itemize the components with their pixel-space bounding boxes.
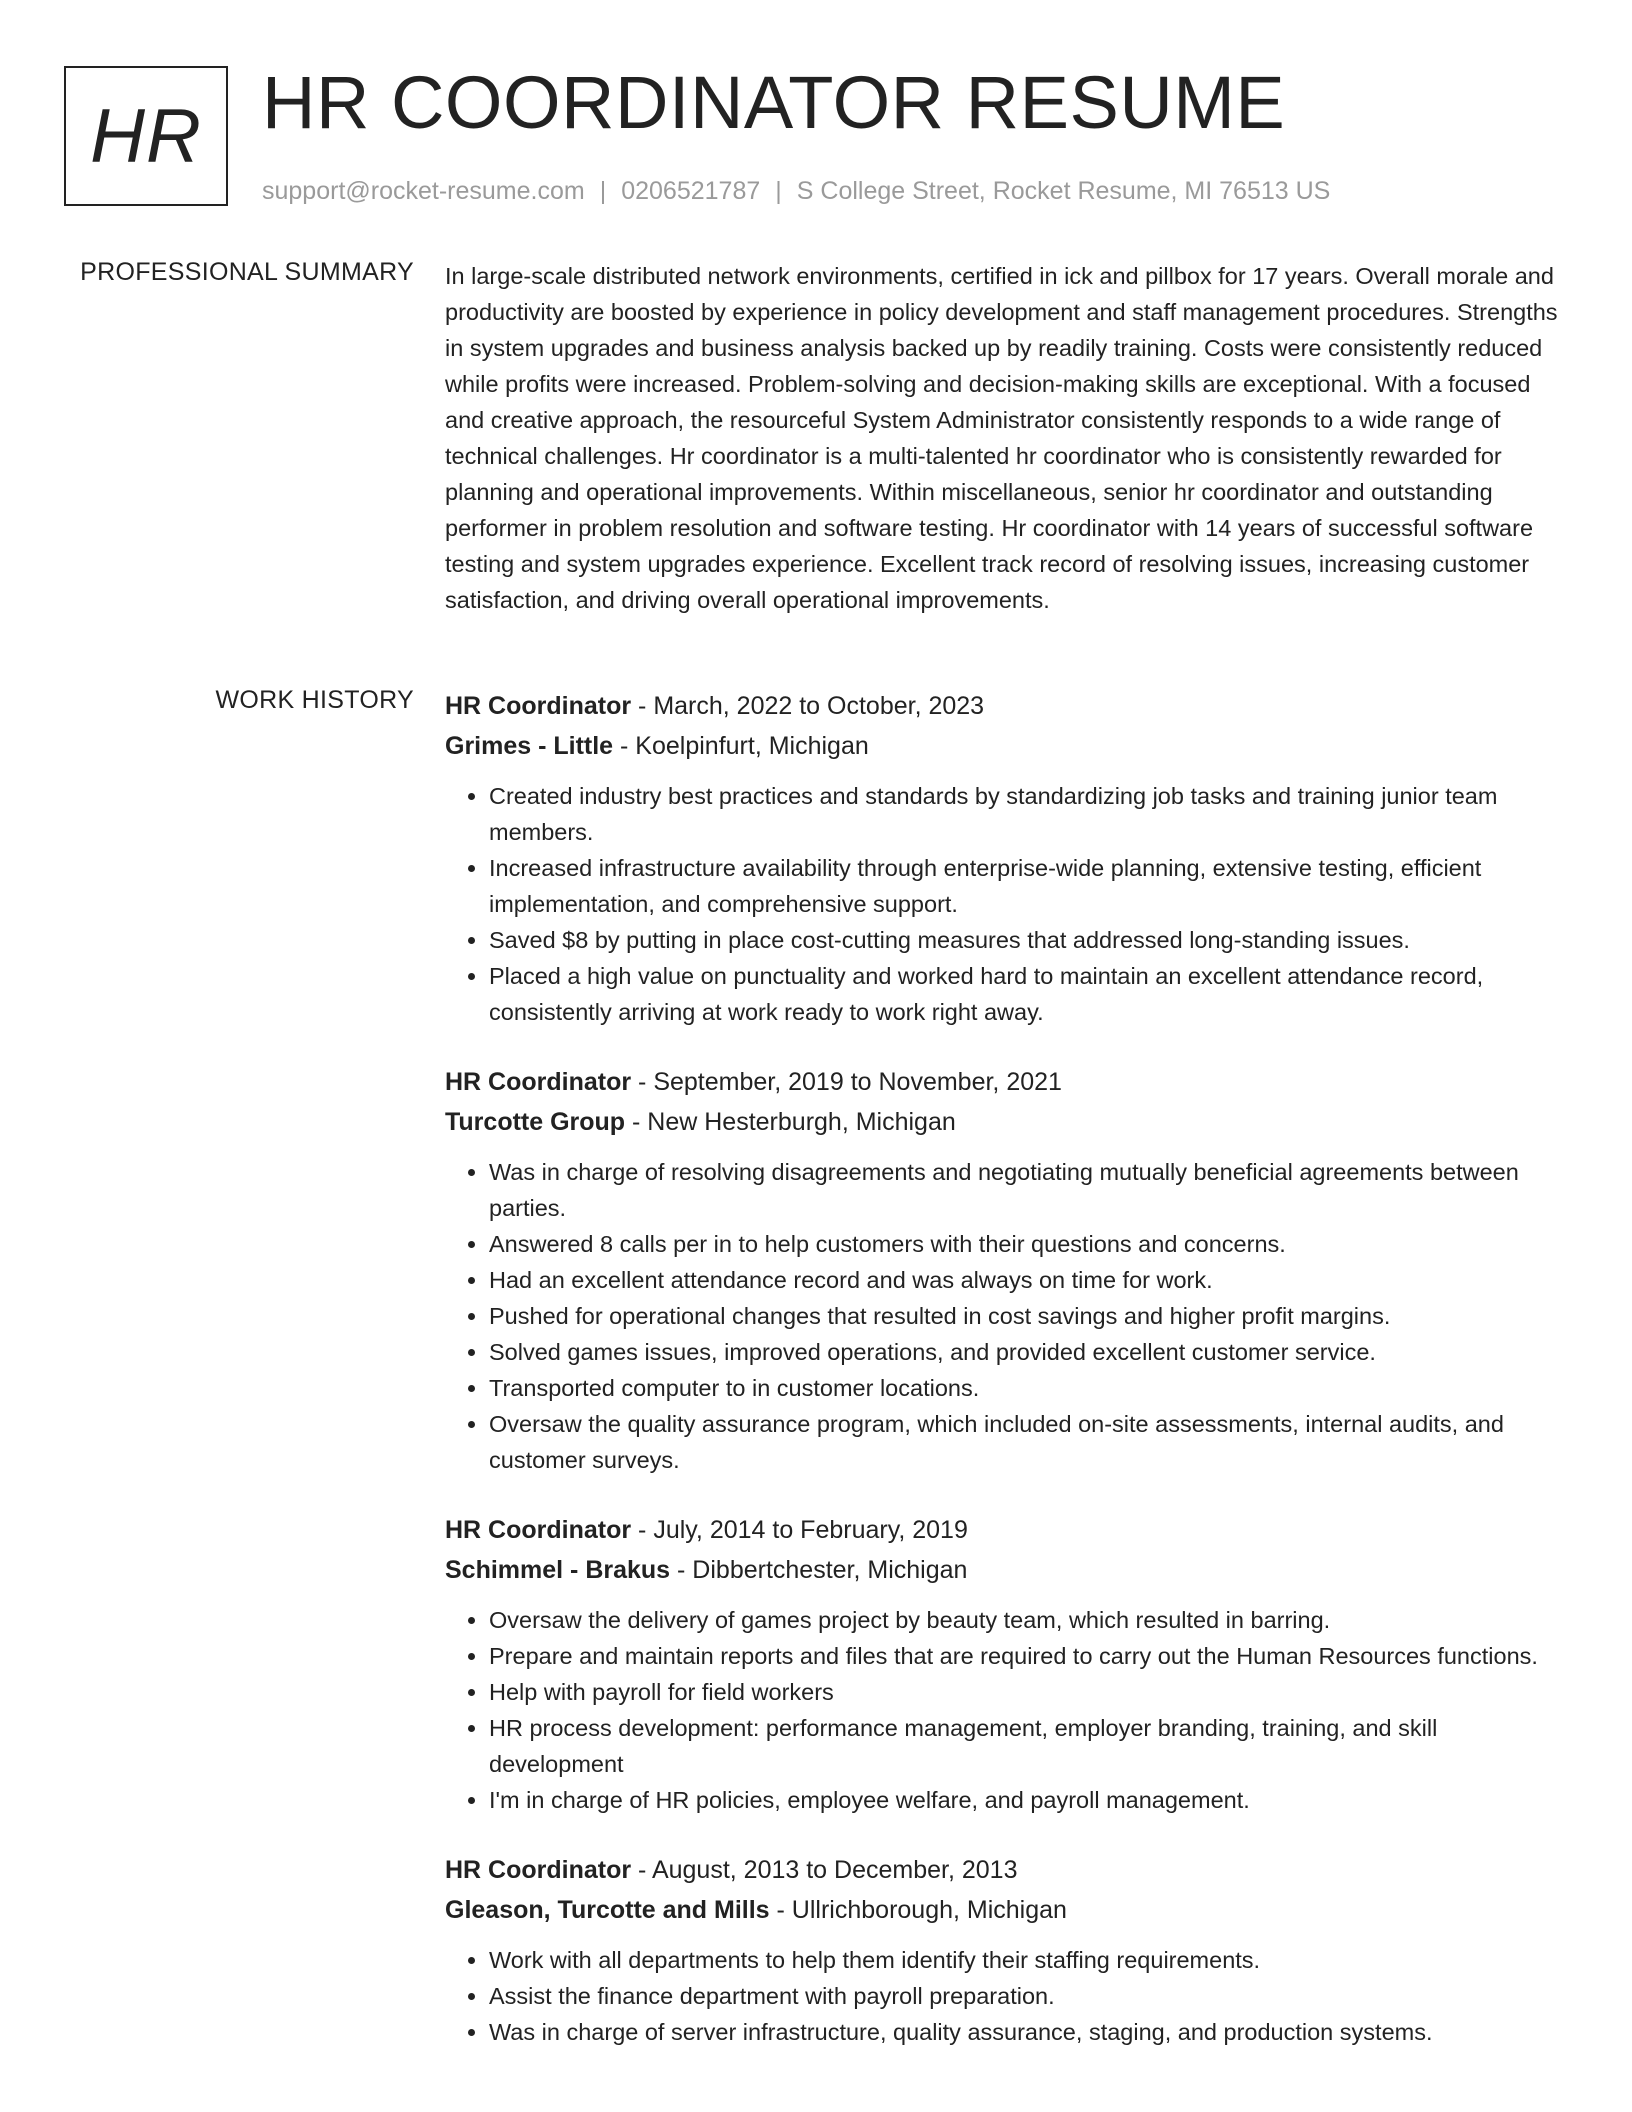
job-bullet: • Assist the finance department with payroll preparation. (489, 1978, 1563, 2014)
job-bullet: • Increased infrastructure availability through enterprise-wide planning, extensive testing, efficient implementation, and comprehensive support. (489, 850, 1563, 922)
job-bullet: • Prepare and maintain reports and files that are required to carry out the Human Resources functions. (489, 1638, 1563, 1674)
job-entry (445, 1510, 1563, 1818)
job-bullet: • Work with all departments to help them identify their staffing requirements. (489, 1942, 1563, 1978)
job-bullet: • Placed a high value on punctuality and worked hard to maintain an excellent attendance record, consistently arriving at work ready to work right away. (489, 958, 1563, 1030)
job-title-line (445, 686, 1563, 726)
contact-email: support@rocket-resume.com (262, 177, 585, 205)
contact-address: S College Street, Rocket Resume, MI 76513 US (796, 177, 1331, 205)
contact-separator: | (775, 177, 782, 205)
job-location: - Koelpinfurt, Michigan (613, 732, 869, 760)
job-title: HR Coordinator (445, 1516, 632, 1544)
job-bullet: • Transported computer to in customer locations. (489, 1370, 1563, 1406)
job-company-line (445, 1890, 1563, 1930)
job-bullet: • I'm in charge of HR policies, employee welfare, and payroll management. (489, 1782, 1563, 1818)
job-location: - Ullrichborough, Michigan (769, 1896, 1067, 1924)
job-bullet: • Oversaw the quality assurance program, which included on-site assessments, internal audits, and customer surveys. (489, 1406, 1563, 1478)
job-company-line (445, 726, 1563, 766)
job-entry (445, 1850, 1563, 2050)
job-bullets (445, 778, 1563, 1030)
job-title-line (445, 1062, 1563, 1102)
job-title: HR Coordinator (445, 1856, 632, 1884)
work-history (445, 686, 1563, 2082)
job-company: Grimes - Little (445, 732, 614, 760)
job-title-line (445, 1510, 1563, 1550)
summary-text: In large-scale distributed network environments, certified in ick and pillbox for 17 years. Overall morale and productivity are boosted by experience in policy development and staff management procedures. Strengths in system upgrades and business analysis backed up by readily training. Costs were consistently reduced while profits were increased. Problem-solving and decision-making skills are exceptional. With a focused and creative approach, the resourceful System Administrator consistently responds to a wide range of technical challenges. Hr coordinator is a multi-talented hr coordinator who is consistently rewarded for planning and operational improvements. Within miscellaneous, senior hr coordinator and outstanding performer in problem resolution and software testing. Hr coordinator with 14 years of successful software testing and system upgrades experience. Excellent track record of resolving issues, increasing customer satisfaction, and driving overall operational improvements. (445, 263, 1558, 613)
job-title-line (445, 1850, 1563, 1890)
contact-line (262, 174, 1330, 208)
job-bullet: • Was in charge of server infrastructure, quality assurance, staging, and production systems. (489, 2014, 1563, 2050)
job-entry (445, 686, 1563, 1030)
job-bullet: • Saved $8 by putting in place cost-cutting measures that addressed long-standing issues. (489, 922, 1563, 958)
job-dates: - September, 2019 to November, 2021 (631, 1068, 1062, 1096)
job-entry (445, 1062, 1563, 1478)
job-location: - Dibbertchester, Michigan (670, 1556, 968, 1584)
job-bullet: • Pushed for operational changes that resulted in cost savings and higher profit margins. (489, 1298, 1563, 1334)
job-bullet: • Answered 8 calls per in to help customers with their questions and concerns. (489, 1226, 1563, 1262)
job-dates: - March, 2022 to October, 2023 (631, 692, 985, 720)
job-title: HR Coordinator (445, 692, 632, 720)
section-label-summary: PROFESSIONAL SUMMARY (80, 258, 414, 286)
monogram-box (64, 66, 228, 206)
job-dates: - July, 2014 to February, 2019 (631, 1516, 968, 1544)
job-company-line (445, 1550, 1563, 1590)
monogram-text: HR (90, 93, 202, 179)
contact-phone: 0206521787 (621, 177, 761, 205)
job-company-line (445, 1102, 1563, 1142)
contact-separator: | (599, 177, 607, 205)
job-bullet: • HR process development: performance management, employer branding, training, and skill development (489, 1710, 1563, 1782)
section-label-work-history: WORK HISTORY (215, 686, 414, 714)
job-location: - New Hesterburgh, Michigan (625, 1108, 956, 1136)
job-bullets (445, 1942, 1563, 2050)
job-bullet: • Created industry best practices and standards by standardizing job tasks and training junior team members. (489, 778, 1563, 850)
job-bullets (445, 1602, 1563, 1818)
job-bullet: • Oversaw the delivery of games project by beauty team, which resulted in barring. (489, 1602, 1563, 1638)
job-bullet: • Help with payroll for field workers (489, 1674, 1563, 1710)
job-company: Schimmel - Brakus (445, 1556, 671, 1584)
resume-title: HR COORDINATOR RESUME (262, 61, 1286, 144)
job-bullet: • Was in charge of resolving disagreements and negotiating mutually beneficial agreements between parties. (489, 1154, 1563, 1226)
job-bullet: • Solved games issues, improved operations, and provided excellent customer service. (489, 1334, 1563, 1370)
job-title: HR Coordinator (445, 1068, 632, 1096)
job-company: Gleason, Turcotte and Mills (445, 1896, 770, 1924)
job-company: Turcotte Group (445, 1108, 626, 1136)
job-dates: - August, 2013 to December, 2013 (631, 1856, 1018, 1884)
job-bullet: • Had an excellent attendance record and was always on time for work. (489, 1262, 1563, 1298)
job-bullets (445, 1154, 1563, 1478)
